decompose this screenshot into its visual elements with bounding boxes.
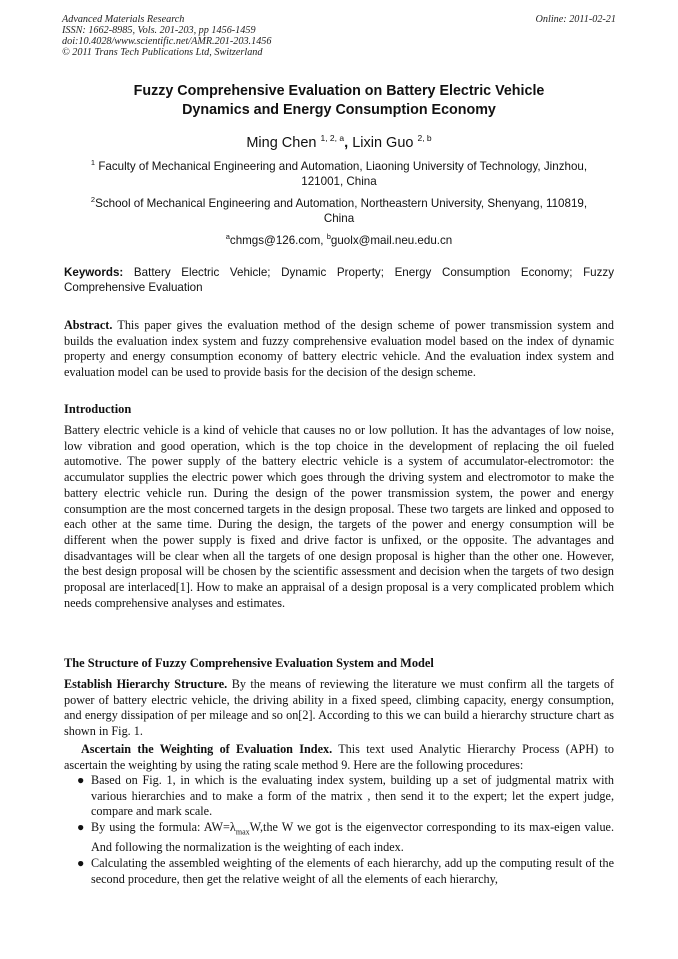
procedure-list xyxy=(64,773,614,887)
bullet-icon: ● xyxy=(77,855,85,870)
section-heading-introduction: Introduction xyxy=(64,402,132,416)
affil-sup: 2 xyxy=(90,195,96,204)
subsection-label: Ascertain the Weighting of Evaluation Index. xyxy=(81,742,333,756)
title-line-2: Dynamics and Energy Consumption Economy xyxy=(182,102,496,118)
list-item-text: Based on Fig. 1, in which is the evaluating index system, building up a set of judgmental matrix with various hierarchies and to make a form of the matrix , then send it to the expert; let the expert judge, compare and mark scale. xyxy=(91,773,614,819)
title-line-1: Fuzzy Comprehensive Evaluation on Battery Electric Vehicle xyxy=(133,83,545,99)
journal-header xyxy=(62,14,271,58)
author-affil-sup: 1, 2, a xyxy=(320,133,345,143)
keywords xyxy=(64,266,614,295)
journal-name: Advanced Materials Research xyxy=(62,14,185,25)
doi[interactable]: doi:10.4028/www.scientific.net/AMR.201-203.1456 xyxy=(62,36,272,47)
list-item xyxy=(64,856,614,887)
affiliation-1 xyxy=(62,155,616,189)
list-item-text: Calculating the assembled weighting of the elements of each hierarchy, add up the computing result of the second procedure, then get the relative weight of all the elements of each hierarchy, xyxy=(91,855,614,886)
author-name: Ming Chen xyxy=(246,134,317,151)
affil-text: Faculty of Mechanical Engineering and Automation, Liaoning University of Technology, Jinzhou, xyxy=(98,159,588,173)
copyright: © 2011 Trans Tech Publications Ltd, Switzerland xyxy=(62,47,263,58)
list-item xyxy=(64,820,614,856)
affil-text: China xyxy=(323,211,355,225)
keywords-label: Keywords: xyxy=(64,266,124,279)
affil-text: School of Mechanical Engineering and Automation, Northeastern University, Shenyang, 110819, xyxy=(95,196,588,210)
email-a[interactable]: chmgs@126.com, xyxy=(229,233,327,247)
issn: ISSN: 1662-8985, Vols. 201-203, pp 1456-1459 xyxy=(62,25,256,36)
author-affil-sup: 2, b xyxy=(417,133,432,143)
online-date: Online: 2011-02-21 xyxy=(535,14,616,25)
author-separator: , xyxy=(344,134,353,151)
weighting-text: This text used Analytic Hierarchy Process (APH) to ascertain the weighting by using the rating scale method 9. Here are the following procedures: xyxy=(64,742,614,772)
author-list xyxy=(62,128,616,153)
subsection-label: Establish Hierarchy Structure. xyxy=(64,677,228,691)
affil-sup: 1 xyxy=(90,158,96,167)
section-heading-structure: The Structure of Fuzzy Comprehensive Evaluation System and Model xyxy=(64,656,434,670)
email-line xyxy=(62,229,616,248)
abstract-text: This paper gives the evaluation method of the design scheme of power transmission system and builds the evaluation index system and fuzzy comprehensive evaluation model based on the index of dynamic property and energy consumption economy of battery electric vehicle. And the evaluation index system and evaluation model can be used to provide basis for the decision of the design scheme. xyxy=(64,318,614,380)
formula-subscript: max xyxy=(235,827,250,837)
bullet-icon: ● xyxy=(77,773,85,787)
keywords-text: Battery Electric Vehicle; Dynamic Property; Energy Consumption Economy; Fuzzy Comprehensive Evaluation xyxy=(64,266,614,294)
affiliation-2 xyxy=(62,192,616,226)
affil-text: 121001, China xyxy=(301,174,377,188)
structure-text: By the means of reviewing the literature we must confirm all the targets of power of battery electric vehicle, the driving ability in a fixed speed, climbing capacity, energy consumption, and energy dissipation of per mileage and so on[2]. According to this we can build a hierarchy structure chart as shown in Fig. 1. xyxy=(64,677,614,739)
list-item xyxy=(64,773,614,820)
author-name: Lixin Guo xyxy=(352,134,414,151)
abstract xyxy=(64,318,614,381)
bullet-icon: ● xyxy=(77,820,85,835)
abstract-label: Abstract. xyxy=(64,318,113,332)
paper-title xyxy=(62,82,616,120)
list-item-text: By using the formula: AW=λ xyxy=(91,820,236,835)
structure-paragraph xyxy=(64,677,614,740)
email-sup: a xyxy=(225,232,230,241)
email-sup: b xyxy=(326,232,331,241)
list-item-text: W,the W we got is the eigenvector corresponding to its max-eigen value. And following the normalization is the weighting of each index. xyxy=(91,820,614,855)
weighting-paragraph xyxy=(64,742,614,773)
introduction-paragraph: Battery electric vehicle is a kind of vehicle that causes no or low pollution. It has the advantages of low noise, low vibration and good operation, which is the top choice in the development of replacing the oil fueled automotive. The power supply of the battery electric vehicle is a system of accumulator-electromotor: the accumulator supplies the electric power which goes through the driving system and electromotor to make the battery electric vehicle run. During the design of the power transmission system, the power and energy consumption are the most concerned targets in the design proposal. These two targets are linked and opposed to each other at the same time. During the design, the targets of the power and energy consumption will be different when the power supply is fixed and drive factor is unfixed, or the opposite. The advantages and disadvantages will be clear when all the targets of one design proposal is higher than the other one. However, the best design proposal will be chosen by the scientific assessment and decision when the targets of two design proposal are interlaced[1]. How to make an appraisal of a design proposal is a very complicated problem which needs comprehensive analyses and estimates. xyxy=(64,423,614,610)
email-b[interactable]: guolx@mail.neu.edu.cn xyxy=(330,233,453,247)
